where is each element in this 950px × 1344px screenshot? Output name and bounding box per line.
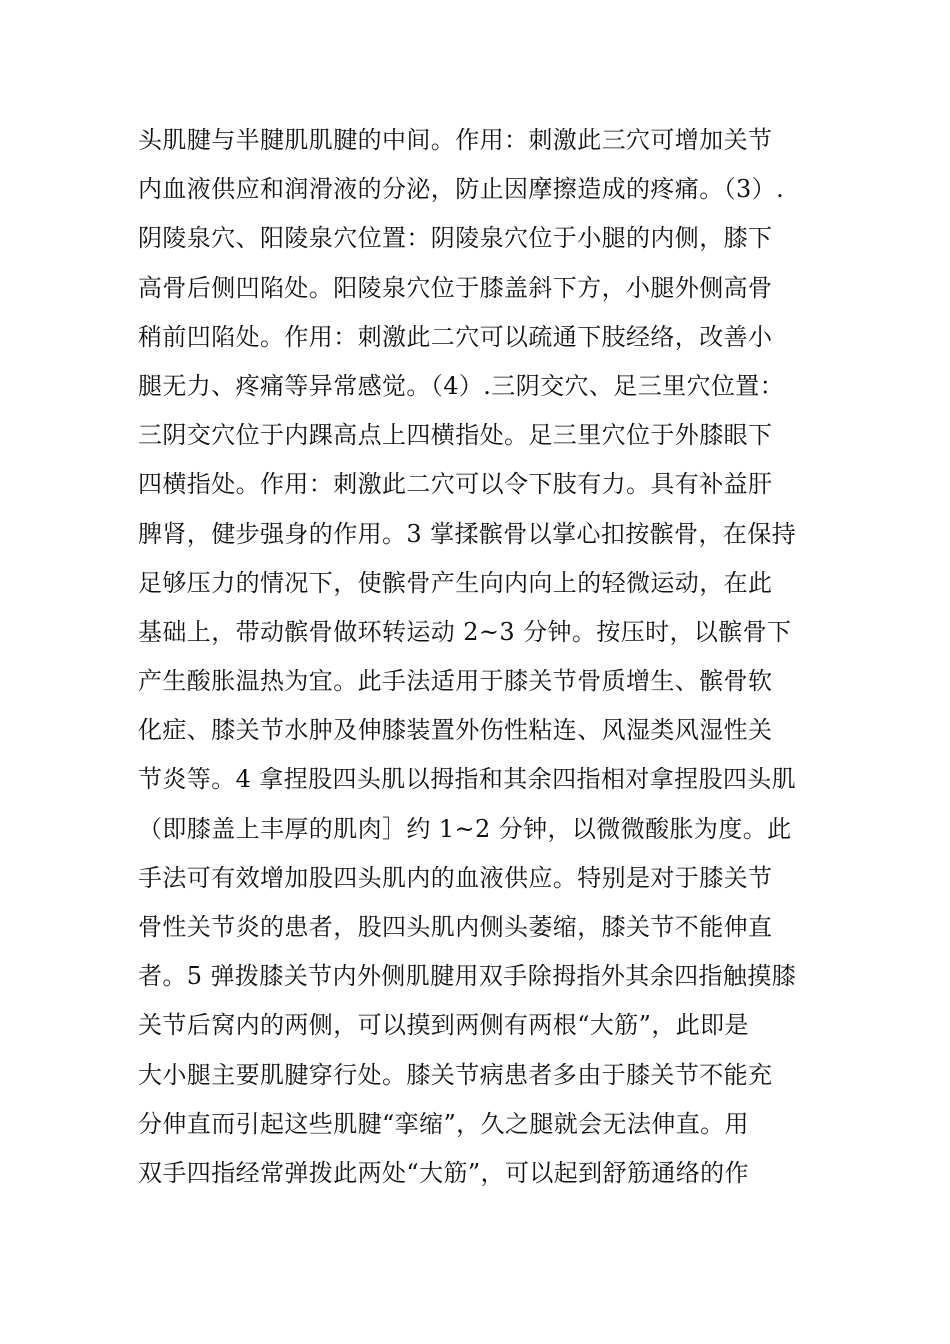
text-line: 者。5 弹拨膝关节内外侧肌腱用双手除拇指外其余四指触摸膝 [138,962,797,991]
text-line: 化症、膝关节水肿及伸膝装置外伤性粘连、风湿类风湿性关 [138,716,773,745]
text-line: 阴陵泉穴、阳陵泉穴位置：阴陵泉穴位于小腿的内侧，膝下 [138,224,773,253]
body-text [138,116,838,1198]
text-line: 产生酸胀温热为宜。此手法适用于膝关节骨质增生、髌骨软 [138,667,773,696]
text-line: 节炎等。4 拿捏股四头肌以拇指和其余四指相对拿捏股四头肌 [138,765,797,794]
text-line: 稍前凹陷处。作用：刺激此二穴可以疏通下肢经络，改善小 [138,322,773,351]
text-line: 手法可有效增加股四头肌内的血液供应。特别是对于膝关节 [138,863,773,892]
text-line: 分伸直而引起这些肌腱“挛缩”，久之腿就会无法伸直。用 [138,1109,749,1138]
text-line: （即膝盖上丰厚的肌肉］约 1~2 分钟，以微微酸胀为度。此 [138,814,792,843]
text-line: 双手四指经常弹拨此两处“大筋”，可以起到舒筋通络的作 [138,1158,749,1187]
text-line: 基础上，带动髌骨做环转运动 2~3 分钟。按压时，以髌骨下 [138,617,792,646]
text-line: 足够压力的情况下，使髌骨产生向内向上的轻微运动，在此 [138,568,773,597]
text-line: 腿无力、疼痛等异常感觉。（4）.三阴交穴、足三里穴位置： [138,371,785,400]
text-line: 脾肾，健步强身的作用。3 掌揉髌骨以掌心扣按髌骨，在保持 [138,519,797,548]
text-line: 骨性关节炎的患者，股四头肌内侧头萎缩，膝关节不能伸直 [138,913,773,941]
text-line: 四横指处。作用：刺激此二穴可以令下肢有力。具有补益肝 [138,470,773,499]
text-line: 内血液供应和润滑液的分泌，防止因摩擦造成的疼痛。（3）. [138,175,785,204]
text-line: 头肌腱与半腱肌肌腱的中间。作用：刺激此三穴可增加关节 [138,126,773,154]
text-line: 大小腿主要肌腱穿行处。膝关节病患者多由于膝关节不能充 [138,1060,773,1089]
text-line: 三阴交穴位于内踝高点上四横指处。足三里穴位于外膝眼下 [138,421,773,450]
text-line: 关节后窝内的两侧，可以摸到两侧有两根“大筋”，此即是 [138,1011,749,1040]
text-line: 高骨后侧凹陷处。阳陵泉穴位于膝盖斜下方，小腿外侧高骨 [138,273,773,302]
